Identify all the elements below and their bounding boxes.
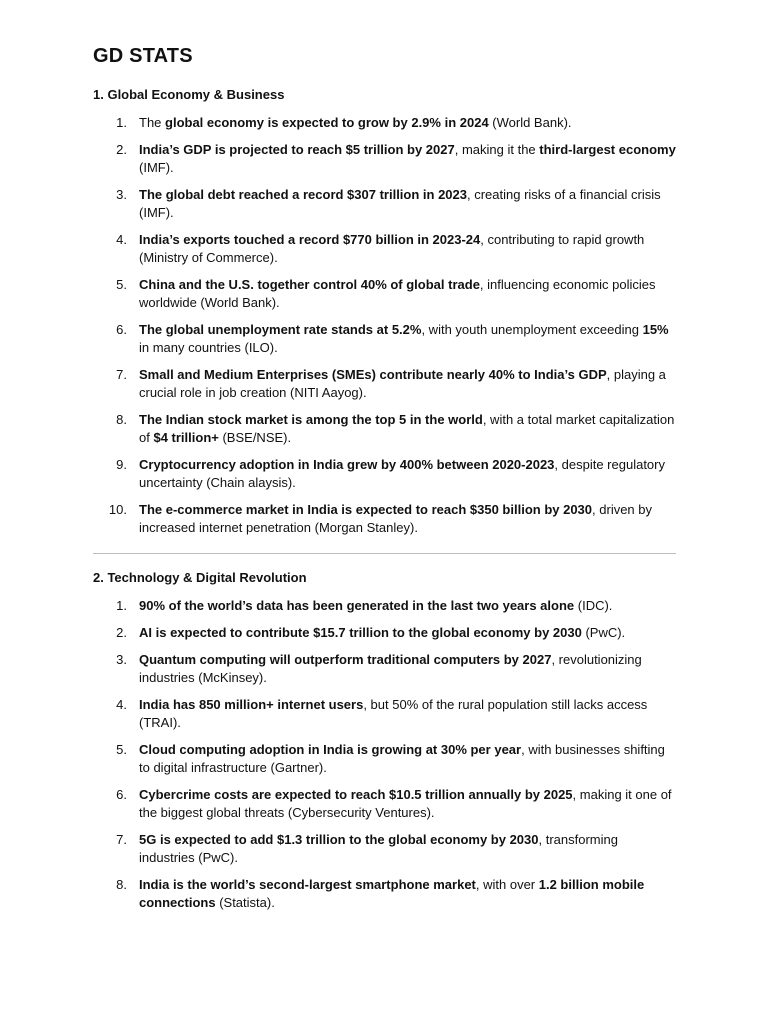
list-item-number: 5. (116, 277, 127, 292)
list-item-text (139, 832, 618, 865)
list-item (93, 456, 676, 492)
body-text: , playing a crucial role in job creation (NITI Aayog). (139, 367, 666, 400)
body-text: , making it one of the biggest global threats (Cybersecurity Ventures). (139, 787, 672, 820)
list-item (93, 597, 676, 615)
emphasis-text: India has 850 million+ internet users (139, 697, 364, 712)
document-page (93, 42, 676, 921)
body-text: , despite regulatory uncertainty (Chain alaysis). (139, 457, 665, 490)
list-item (93, 876, 676, 912)
body-text: The (139, 115, 166, 130)
list-item-number: 9. (116, 457, 127, 472)
body-text: , transforming industries (PwC). (139, 832, 618, 865)
body-text: (BSE/NSE). (218, 430, 292, 445)
body-text: , revolutionizing industries (McKinsey). (139, 652, 642, 685)
emphasis-text: AI is expected to contribute $15.7 trillion to the global economy by 2030 (139, 625, 582, 640)
emphasis-text: 1.2 billion mobile connections (139, 877, 645, 910)
list-item-number: 2. (116, 625, 127, 640)
list-item-text (139, 877, 644, 910)
body-text: in many countries (ILO). (139, 340, 278, 355)
emphasis-text: Cryptocurrency adoption in India grew by 400% between 2020-2023 (139, 457, 555, 472)
list-item-number: 8. (116, 877, 127, 892)
emphasis-text: The global unemployment rate stands at 5.2% (139, 322, 422, 337)
stats-list (93, 114, 676, 537)
list-item (93, 624, 676, 642)
body-text: , influencing economic policies worldwide (World Bank). (139, 277, 656, 310)
list-item-number: 4. (116, 232, 127, 247)
list-item-number: 7. (116, 367, 127, 382)
list-item-number: 1. (116, 598, 127, 613)
list-item-text (139, 142, 676, 175)
list-item-text (139, 187, 661, 220)
emphasis-text: India is the world’s second-largest smartphone market (139, 877, 476, 892)
body-text: (PwC). (581, 625, 626, 640)
body-text: (IDC). (574, 598, 613, 613)
emphasis-text: global economy is expected to grow by 2.9% in 2024 (165, 115, 489, 130)
list-item-text (139, 232, 644, 265)
list-item-number: 3. (116, 652, 127, 667)
body-text: , contributing to rapid growth (Ministry of Commerce). (139, 232, 645, 265)
list-item (93, 231, 676, 267)
list-item-number: 6. (116, 787, 127, 802)
emphasis-text: The Indian stock market is among the top 5 in the world (139, 412, 483, 427)
list-item (93, 411, 676, 447)
emphasis-text: 90% of the world’s data has been generated in the last two years alone (139, 598, 575, 613)
emphasis-text: $4 trillion+ (153, 430, 219, 445)
list-item-text (139, 742, 665, 775)
section-divider (93, 553, 676, 554)
body-text: , with youth unemployment exceeding (421, 322, 643, 337)
list-item (93, 276, 676, 312)
list-item-number: 5. (116, 742, 127, 757)
body-text: , making it the (454, 142, 540, 157)
list-item (93, 696, 676, 732)
list-item-text (139, 787, 672, 820)
list-item-text (139, 367, 666, 400)
emphasis-text: 15% (642, 322, 669, 337)
list-item (93, 831, 676, 867)
list-item-text (139, 277, 656, 310)
list-item (93, 114, 676, 132)
emphasis-text: Cybercrime costs are expected to reach $10.5 trillion annually by 2025 (139, 787, 573, 802)
list-item-text (139, 502, 652, 535)
list-item-text (139, 322, 669, 355)
body-text: (World Bank). (488, 115, 572, 130)
list-item-number: 4. (116, 697, 127, 712)
list-item (93, 366, 676, 402)
section-heading: 2. Technology & Digital Revolution (93, 570, 307, 585)
list-item (93, 141, 676, 177)
body-text: , with over (475, 877, 539, 892)
list-item-text (139, 457, 665, 490)
emphasis-text: Cloud computing adoption in India is growing at 30% per year (139, 742, 522, 757)
body-text: , creating risks of a financial crisis (IMF). (139, 187, 661, 220)
emphasis-text: Quantum computing will outperform traditional computers by 2027 (139, 652, 552, 667)
body-text: , but 50% of the rural population still lacks access (TRAI). (139, 697, 648, 730)
document-title: GD STATS (93, 45, 193, 67)
emphasis-text: China and the U.S. together control 40% of global trade (139, 277, 480, 292)
list-item-text (139, 652, 642, 685)
list-item (93, 741, 676, 777)
emphasis-text: India’s exports touched a record $770 billion in 2023-24 (139, 232, 481, 247)
list-item-text (139, 625, 625, 640)
list-item-number: 8. (116, 412, 127, 427)
list-item-text (139, 598, 612, 613)
emphasis-text: The e-commerce market in India is expected to reach $350 billion by 2030 (139, 502, 593, 517)
list-item-number: 2. (116, 142, 127, 157)
list-item (93, 651, 676, 687)
emphasis-text: India’s GDP is projected to reach $5 trillion by 2027 (139, 142, 455, 157)
body-text: (Statista). (215, 895, 275, 910)
list-item-number: 3. (116, 187, 127, 202)
list-item (93, 501, 676, 537)
section-heading: 1. Global Economy & Business (93, 87, 285, 102)
list-item-number: 10. (108, 502, 127, 517)
list-item-number: 1. (116, 115, 127, 130)
list-item (93, 321, 676, 357)
list-item-text (139, 697, 647, 730)
list-item (93, 786, 676, 822)
emphasis-text: The global debt reached a record $307 trillion in 2023 (139, 187, 467, 202)
emphasis-text: third-largest economy (539, 142, 676, 157)
list-item-text (139, 412, 674, 445)
body-text: , with a total market capitalization of (139, 412, 675, 445)
body-text: , driven by increased internet penetration (Morgan Stanley). (139, 502, 653, 535)
section-technology (93, 569, 676, 912)
body-text: , with businesses shifting to digital infrastructure (Gartner). (139, 742, 665, 775)
list-item-text (139, 115, 572, 130)
emphasis-text: Small and Medium Enterprises (SMEs) contribute nearly 40% to India’s GDP (139, 367, 607, 382)
list-item-number: 6. (116, 322, 127, 337)
stats-list (93, 597, 676, 912)
list-item-number: 7. (116, 832, 127, 847)
emphasis-text: 5G is expected to add $1.3 trillion to the global economy by 2030 (139, 832, 539, 847)
list-item (93, 186, 676, 222)
body-text: (IMF). (139, 160, 174, 175)
section-global-economy (93, 86, 676, 537)
